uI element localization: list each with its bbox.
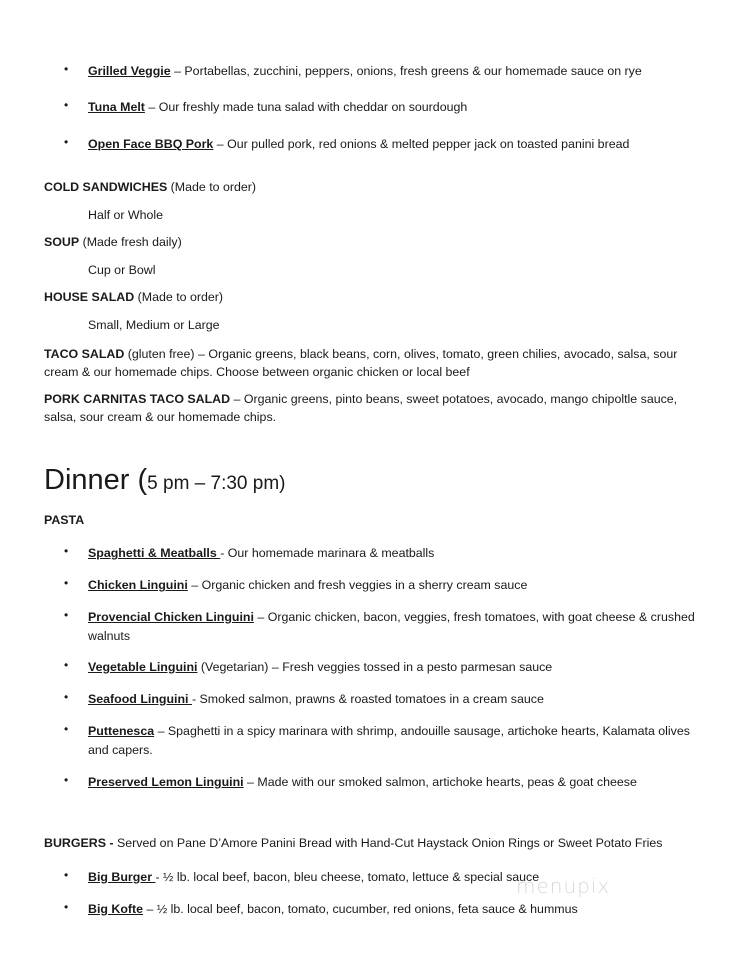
soup-option: Cup or Bowl [88,263,156,277]
bullet-icon: • [64,690,69,704]
item-name: Chicken Linguini [88,578,188,592]
dinner-title: Dinner (5 pm – 7:30 pm) [44,464,286,496]
cold-sandwiches-option: Half or Whole [88,208,164,222]
bullet-icon: • [64,900,69,914]
bullet-icon: • [64,868,69,882]
item-name: Big Kofte [88,902,144,916]
item-desc: Portabellas, zucchini, peppers, onions, fresh greens & our homemade sauce on rye [184,64,642,78]
item-desc: Fresh veggies tossed in a pesto parmesan sauce [282,660,553,674]
item-desc: Made with our smoked salmon, artichoke hearts, peas & goat cheese [257,775,637,789]
taco-salad: TACO SALAD (gluten free) – Organic greens, black beans, corn, olives, tomato, green chilies, avocado, salsa, sour cream & our homemade chips. Choose between organic chicken or local beef [44,347,678,379]
cold-sandwiches-header: COLD SANDWICHES (Made to order) [44,180,257,194]
item-name: Provencial Chicken Linguini [88,610,254,624]
item-desc: Our homemade marinara & meatballs [227,546,435,560]
item-name: Grilled Veggie [88,64,171,78]
item-name: Preserved Lemon Linguini [88,775,244,789]
dinner-hours: 5 pm – 7:30 pm) [147,473,286,494]
item-desc: Smoked salmon, prawns & roasted tomatoes in a cream sauce [199,692,544,706]
bullet-icon: • [64,773,69,787]
item-desc: Organic chicken, bacon, veggies, fresh tomatoes, with goat cheese & crushed walnuts [88,610,695,643]
item-desc: ½ lb. local beef, bacon, bleu cheese, tomato, lettuce & special sauce [163,870,540,884]
house-salad-option: Small, Medium or Large [88,318,220,332]
pork-carnitas-taco-salad: PORK CARNITAS TACO SALAD – Organic greens, pinto beans, sweet potatoes, avocado, mango chipoltle sauce, salsa, sour cream & our homemade chips. [44,392,678,424]
item-desc: ½ lb. local beef, bacon, tomato, cucumber, red onions, feta sauce & hummus [156,902,578,916]
item-desc: Our pulled pork, red onions & melted pepper jack on toasted panini bread [227,137,630,151]
bullet-icon: • [64,658,69,672]
bullet-icon: • [64,544,69,558]
pasta-header: PASTA [44,513,85,527]
item-desc: Organic chicken and fresh veggies in a sherry cream sauce [201,578,528,592]
soup-header: SOUP (Made fresh daily) [44,235,182,249]
bullet-icon: • [64,608,69,622]
house-salad-header: HOUSE SALAD (Made to order) [44,290,224,304]
item-name: Spaghetti & Meatballs [88,546,221,560]
item-name: Big Burger [88,870,156,884]
item-desc: Spaghetti in a spicy marinara with shrimp, andouille sausage, artichoke hearts, Kalamata olives and capers. [88,724,690,757]
bullet-icon: • [64,135,69,149]
item-name: Puttenesca [88,724,155,738]
bullet-icon: • [64,62,69,76]
item-desc: Our freshly made tuna salad with cheddar on sourdough [158,100,468,114]
bullet-icon: • [64,722,69,736]
item-name: Open Face BBQ Pork [88,137,214,151]
item-name: Vegetable Linguini [88,660,198,674]
burgers-header: BURGERS - Served on Pane D’Amore Panini Bread with Hand-Cut Haystack Onion Rings or Sweet Potato Fries [44,836,663,850]
bullet-icon: • [64,576,69,590]
watermark-logo: menupix [516,874,611,898]
item-name: Tuna Melt [88,100,145,114]
bullet-icon: • [64,98,69,112]
item-name: Seafood Linguini [88,692,192,706]
